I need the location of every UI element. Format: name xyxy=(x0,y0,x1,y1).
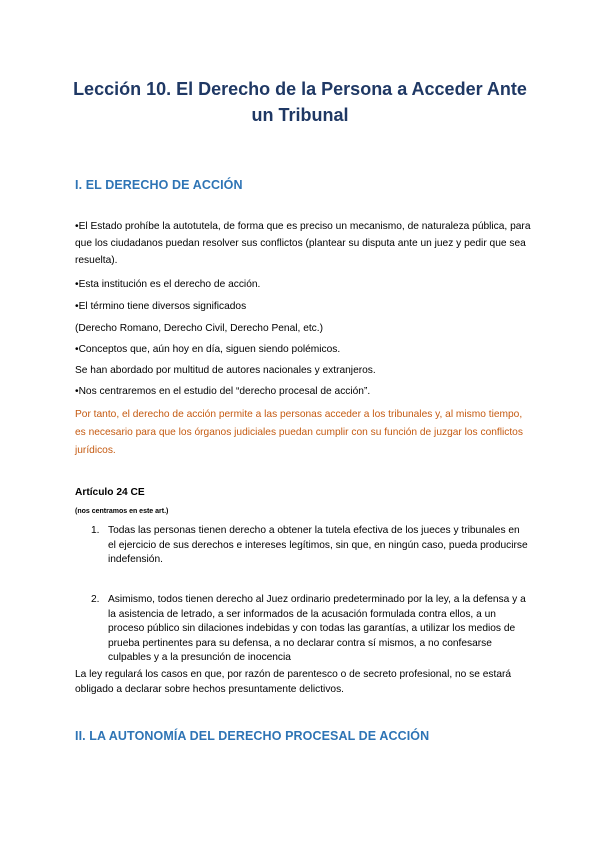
article-note: (nos centramos en este art.) xyxy=(75,508,169,515)
article-item-1 xyxy=(91,524,529,568)
bullet-termino-detail: (Derecho Romano, Derecho Civil, Derecho Penal, etc.) xyxy=(75,323,324,334)
page-title: Lección 10. El Derecho de la Persona a Acceder Ante un Tribunal xyxy=(73,79,527,125)
section-heading-autonomia: II. LA AUTONOMÍA DEL DERECHO PROCESAL DE ACCIÓN xyxy=(75,729,430,743)
article-heading: Artículo 24 CE xyxy=(75,487,145,498)
bullet-derecho-procesal: •Nos centraremos en el estudio del “derecho procesal de acción”. xyxy=(75,386,371,397)
list-item-number: 2. xyxy=(91,594,100,605)
article-item-2 xyxy=(91,593,529,666)
bullet-conceptos: •Conceptos que, aún hoy en día, siguen siendo polémicos. xyxy=(75,344,341,355)
list-item-text: Todas las personas tienen derecho a obtener la tutela efectiva de los jueces y tribunales en el ejercicio de sus derechos e intereses legítimos, sin que, en ningún caso, pueda producirse indefensión. xyxy=(108,525,528,565)
bullet-institucion: •Esta institución es el derecho de acción. xyxy=(75,279,261,290)
list-item-text: Asimismo, todos tienen derecho al Juez ordinario predeterminado por la ley, a la defensa y a la asistencia de letrado, a ser informados de la acusación formulada contra ellos, a un proceso público sin dilaciones indebidas y con todas las garantías, a utilizar los medios de prueba pertinentes para su defensa, a no declarar contra sí mismos, a no confesarse culpables y a la presunción de inocencia xyxy=(108,594,526,663)
section-heading-derecho-accion: I. EL DERECHO DE ACCIÓN xyxy=(75,178,243,192)
highlight-paragraph: Por tanto, el derecho de acción permite a las personas acceder a los tribunales y, al mismo tiempo, es necesario para que los órganos judiciales puedan cumplir con su función de juzgar los conflictos jurídicos. xyxy=(75,409,523,456)
bullet-conceptos-detail: Se han abordado por multitud de autores nacionales y extranjeros. xyxy=(75,365,376,376)
bullet-autotutela: •El Estado prohíbe la autotutela, de forma que es preciso un mecanismo, de naturaleza pública, para que los ciudadanos puedan resolver sus conflictos (plantear su disputa ante un juez y pedir que sea resuelta). xyxy=(75,221,531,266)
article-closing: La ley regulará los casos en que, por razón de parentesco o de secreto profesional, no se estará obligado a declarar sobre hechos presuntamente delictivos. xyxy=(75,669,512,695)
bullet-termino: •El término tiene diversos significados xyxy=(75,301,247,312)
list-item-number: 1. xyxy=(91,525,100,536)
